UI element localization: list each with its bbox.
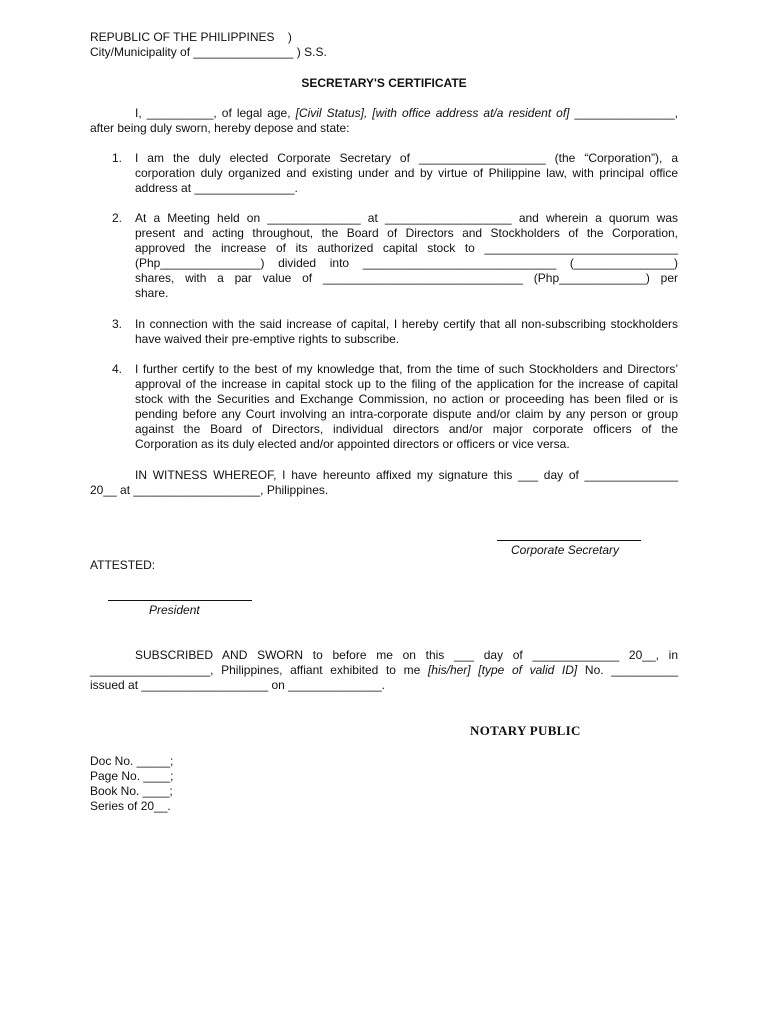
item-line: have waived their pre-emptive rights to subscribe. — [135, 332, 400, 346]
intro-line-2: after being duly sworn, hereby depose and state: — [90, 121, 350, 135]
item-line: At a Meeting held on ______________ at ___________________ and wherein a quorum was — [135, 211, 678, 225]
president-signature-line — [108, 600, 252, 601]
item-line: (Php_______________) divided into _____________________________ (_______________) — [135, 256, 678, 270]
notary-public-label: NOTARY PUBLIC — [470, 723, 581, 738]
jurat-line-1: SUBSCRIBED AND SWORN to before me on this ___ day of _____________ 20__, in — [135, 648, 678, 662]
page-no: Page No. ____; — [90, 769, 174, 783]
doc-no: Doc No. _____; — [90, 754, 174, 768]
witness-paragraph — [90, 468, 678, 498]
secretary-label: Corporate Secretary — [511, 543, 620, 557]
document-title: SECRETARY'S CERTIFICATE — [301, 76, 467, 90]
republic-line: REPUBLIC OF THE PHILIPPINES ) — [90, 30, 292, 44]
list-item — [90, 317, 678, 347]
item-number: 1. — [112, 151, 123, 165]
item-line: I further certify to the best of my knowledge that, from the time of such Stockholders and Directors’ — [135, 362, 678, 376]
list-item — [90, 151, 678, 196]
venue-header — [90, 30, 678, 60]
intro-line-1: I, __________, of legal age, [Civil Status], [with office address at/a resident of] _______________, — [135, 106, 678, 120]
list-item — [90, 362, 678, 452]
item-number: 3. — [112, 317, 123, 331]
series-of: Series of 20__. — [90, 799, 171, 813]
jurat-line-2: __________________, Philippines, affiant exhibited to me [his/her] [type of valid ID] No. __________ — [90, 663, 678, 677]
list-item — [90, 211, 678, 301]
item-line: Corporation as its duly elected and/or appointed directors or officers or vice versa. — [135, 437, 570, 451]
item-line: address at _______________. — [135, 181, 298, 195]
item-number: 4. — [112, 362, 123, 376]
item-line: I am the duly elected Corporate Secretary of ___________________ (the “Corporation”), a — [135, 151, 678, 165]
president-label: President — [149, 603, 200, 617]
item-line: present and acting throughout, the Board of Directors and Stockholders of the Corporation, — [135, 226, 678, 240]
intro-paragraph — [90, 106, 678, 136]
item-number: 2. — [112, 211, 123, 225]
item-line: against the Board of Directors, individual directors and/or major corporate officers of the — [135, 422, 678, 436]
book-no: Book No. ____; — [90, 784, 173, 798]
witness-line-1: IN WITNESS WHEREOF, I have hereunto affixed my signature this ___ day of ______________ — [135, 468, 678, 482]
witness-line-2: 20__ at ___________________, Philippines. — [90, 483, 329, 497]
item-line: approval of the increase in capital stock up to the filing of the application for the increase of capital — [135, 377, 678, 391]
notarial-register — [90, 754, 290, 814]
jurat-paragraph — [90, 648, 678, 693]
item-line: stock with the Securities and Exchange Commission, no action or proceeding has been filed or is — [135, 392, 678, 406]
item-line: share. — [135, 286, 169, 300]
item-line: In connection with the said increase of capital, I hereby certify that all non-subscribing stockholders — [135, 317, 678, 331]
secretary-signature-line — [497, 540, 641, 541]
item-line: corporation duly organized and existing under and by virtue of Philippine law, with principal office — [135, 166, 678, 180]
city-line: City/Municipality of _______________ ) S.S. — [90, 45, 327, 59]
item-line: shares, with a par value of ______________________________ (Php_____________) per — [135, 271, 678, 285]
jurat-line-3: issued at ___________________ on ______________. — [90, 678, 385, 692]
attested-label: ATTESTED: — [90, 558, 156, 572]
item-line: pending before any Court involving an intra-corporate dispute and/or claim by any person or group — [135, 407, 678, 421]
item-line: approved the increase of its authorized capital stock to _____________________________ — [135, 241, 678, 255]
